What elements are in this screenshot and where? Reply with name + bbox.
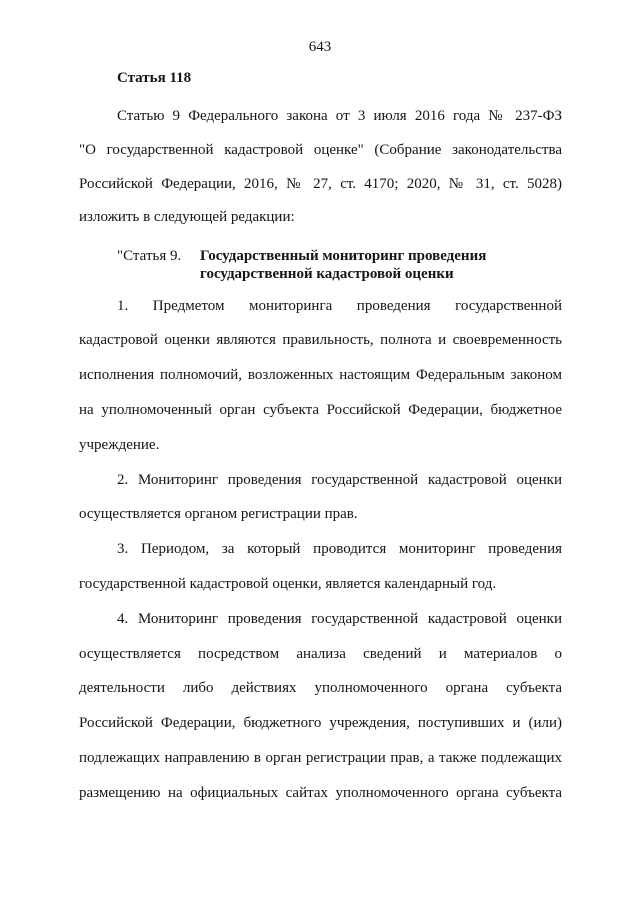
- article-118-title: Статья 118: [117, 70, 192, 86]
- article-118-text: [79, 100, 562, 235]
- text-line: на уполномоченный орган субъекта Российской Федерации, бюджетное: [79, 401, 562, 418]
- article-9-label: "Статья 9.: [117, 248, 182, 264]
- text-line: изложить в следующей редакции:: [79, 209, 295, 226]
- heading-line: государственной кадастровой оценки: [200, 266, 454, 282]
- text-line: размещению на официальных сайтах уполномоченного органа субъекта: [79, 784, 562, 801]
- text-line: исполнения полномочий, возложенных настоящим Федеральным законом: [79, 367, 562, 384]
- text-line: 2. Мониторинг проведения государственной кадастровой оценки: [117, 471, 562, 488]
- heading-line: Государственный мониторинг проведения: [200, 248, 487, 264]
- text-line: деятельности либо действиях уполномоченного органа субъекта: [79, 680, 562, 697]
- article-9-heading: [0, 247, 640, 283]
- text-line: государственной кадастровой оценки, является календарный год.: [79, 575, 497, 592]
- text-line: осуществляется органом регистрации прав.: [79, 506, 358, 523]
- paragraph-1: [79, 289, 562, 463]
- paragraph-3: [79, 532, 562, 602]
- article-9-body: [79, 289, 562, 811]
- text-line: 4. Мониторинг проведения государственной кадастровой оценки: [117, 610, 562, 627]
- text-line: 3. Периодом, за который проводится мониторинг проведения: [117, 541, 562, 558]
- text-line: Статью 9 Федерального закона от 3 июля 2016 года № 237-ФЗ: [117, 108, 562, 124]
- text-line: Российской Федерации, бюджетного учреждения, поступивших и (или): [79, 715, 562, 732]
- paragraph-2: [79, 463, 562, 533]
- article-9-title: [200, 247, 486, 283]
- text-line: кадастровой оценки являются правильность, полнота и своевременность: [79, 332, 562, 349]
- text-line: "О государственной кадастровой оценке" (Собрание законодательства: [79, 141, 562, 158]
- paragraph-4: [79, 602, 562, 811]
- text-line: подлежащих направлению в орган регистрации прав, а также подлежащих: [79, 749, 562, 766]
- text-line: Российской Федерации, 2016, № 27, ст. 4170; 2020, № 31, ст. 5028): [79, 175, 562, 192]
- text-line: 1. Предметом мониторинга проведения государственной: [117, 297, 562, 314]
- text-line: осуществляется посредством анализа сведений и материалов о: [79, 645, 562, 662]
- page-number: 643: [308, 39, 332, 55]
- text-line: учреждение.: [79, 436, 160, 453]
